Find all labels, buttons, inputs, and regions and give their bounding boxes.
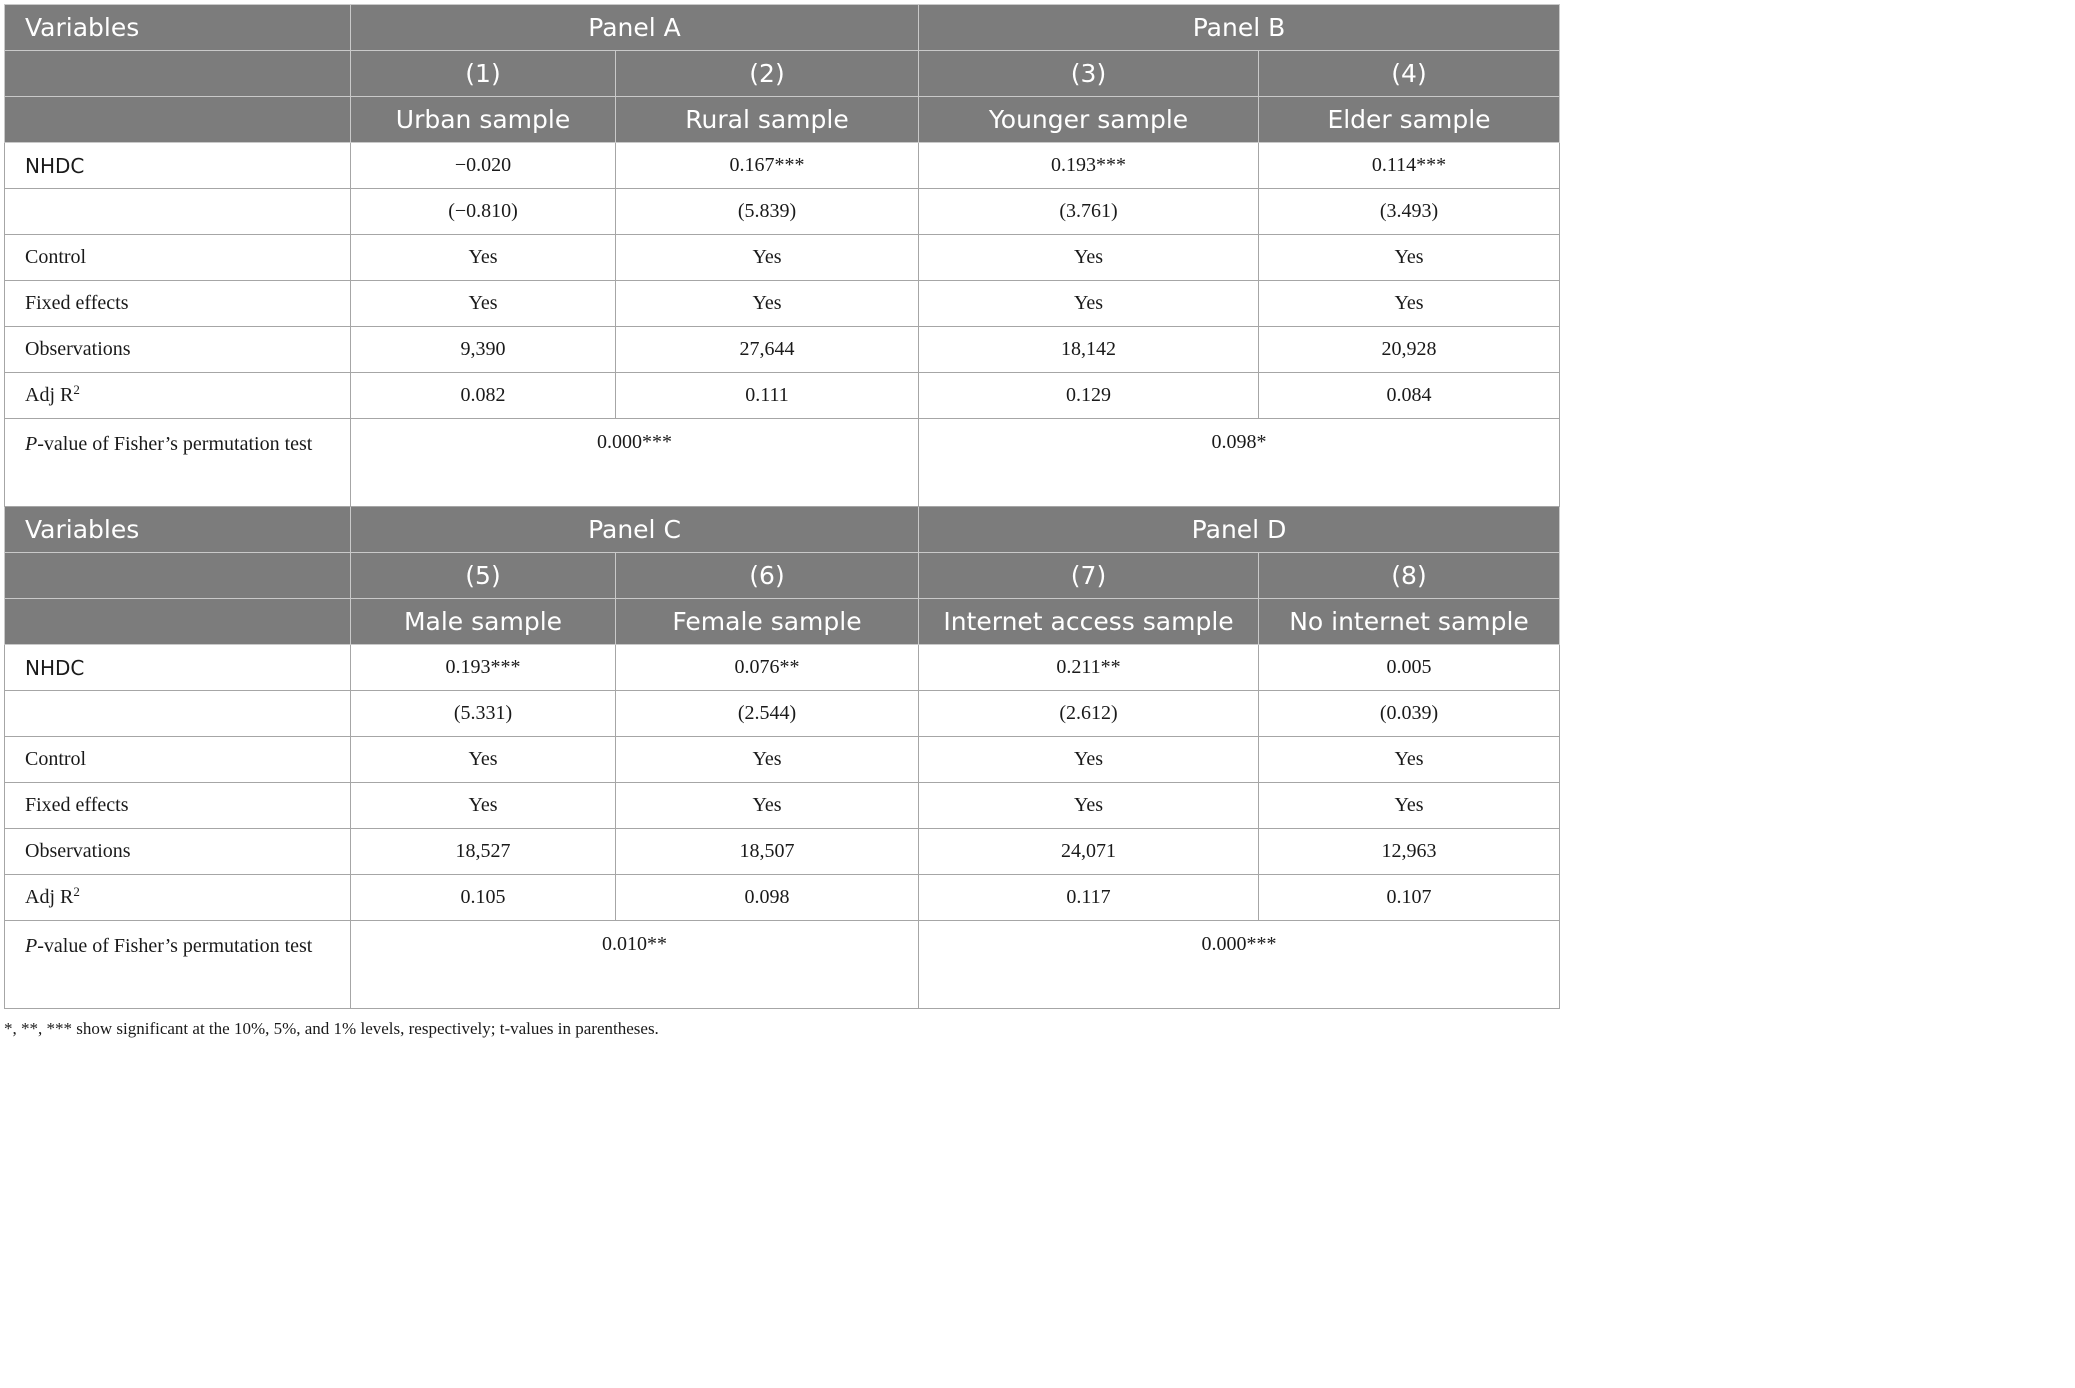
table-cell: (2.612) (919, 691, 1259, 737)
column-number: (3) (919, 51, 1259, 97)
column-name-row (5, 599, 1560, 645)
table-row (5, 189, 1560, 235)
table-cell: 0.193*** (919, 143, 1259, 189)
permutation-test-row (5, 921, 1560, 1009)
table-cell: Yes (919, 737, 1259, 783)
table-row (5, 645, 1560, 691)
italic-p: P (25, 935, 38, 957)
table-cell: (3.493) (1259, 189, 1560, 235)
column-name: Younger sample (919, 97, 1259, 143)
row-label (5, 189, 351, 235)
panel-c-header: Panel C (351, 507, 919, 553)
row-label-permutation (5, 419, 351, 507)
table-cell: 0.211** (919, 645, 1259, 691)
table-cell: (5.331) (351, 691, 616, 737)
variables-header: Variables (5, 5, 351, 51)
row-label: NHDC (5, 143, 351, 189)
column-number: (5) (351, 553, 616, 599)
row-label-text: -value of Fisher’s permutation test (37, 433, 313, 455)
table-cell: (2.544) (616, 691, 919, 737)
table-cell: Yes (1259, 235, 1560, 281)
panel-b-header: Panel B (919, 5, 1560, 51)
panel-a-header: Panel A (351, 5, 919, 51)
row-label: Fixed effects (5, 783, 351, 829)
table-cell: (−0.810) (351, 189, 616, 235)
table-cell: 0.000*** (351, 419, 919, 507)
row-label-text: Adj R (25, 384, 74, 406)
column-number: (6) (616, 553, 919, 599)
empty-header-cell (5, 599, 351, 645)
row-label (5, 691, 351, 737)
row-label: Control (5, 737, 351, 783)
table-cell: 0.114*** (1259, 143, 1560, 189)
table-row (5, 783, 1560, 829)
table-cell: Yes (351, 235, 616, 281)
row-label-adj-r2 (5, 373, 351, 419)
table-cell: 18,527 (351, 829, 616, 875)
column-name: Elder sample (1259, 97, 1560, 143)
table-cell: Yes (351, 737, 616, 783)
row-label: Observations (5, 829, 351, 875)
row-label: Fixed effects (5, 281, 351, 327)
superscript: 2 (73, 382, 80, 397)
table-cell: (0.039) (1259, 691, 1560, 737)
table-cell: 0.193*** (351, 645, 616, 691)
row-label: Observations (5, 327, 351, 373)
column-name-row (5, 97, 1560, 143)
empty-header-cell (5, 553, 351, 599)
table-row (5, 143, 1560, 189)
table-cell: Yes (616, 281, 919, 327)
italic-p: P (25, 433, 38, 455)
row-label: NHDC (5, 645, 351, 691)
table-cell: (5.839) (616, 189, 919, 235)
table-cell: Yes (616, 783, 919, 829)
table-cell: Yes (919, 235, 1259, 281)
column-name: Rural sample (616, 97, 919, 143)
row-label-text: -value of Fisher’s permutation test (37, 935, 313, 957)
permutation-test-row (5, 419, 1560, 507)
table-row (5, 281, 1560, 327)
table-cell: 0.105 (351, 875, 616, 921)
table-row (5, 875, 1560, 921)
row-label-adj-r2 (5, 875, 351, 921)
table-cell: 18,507 (616, 829, 919, 875)
column-number-row (5, 553, 1560, 599)
table-cell: 9,390 (351, 327, 616, 373)
row-label-permutation (5, 921, 351, 1009)
table-cell: 0.167*** (616, 143, 919, 189)
table-cell: 12,963 (1259, 829, 1560, 875)
table-cell: Yes (1259, 281, 1560, 327)
column-name: Urban sample (351, 97, 616, 143)
row-label: Control (5, 235, 351, 281)
column-number: (4) (1259, 51, 1560, 97)
table-row (5, 327, 1560, 373)
regression-table-container (4, 4, 1559, 1009)
table-cell: Yes (1259, 737, 1560, 783)
table-cell: 0.082 (351, 373, 616, 419)
table-cell: 0.098 (616, 875, 919, 921)
column-name: Internet access sample (919, 599, 1259, 645)
table-cell: 0.010** (351, 921, 919, 1009)
table-cell: 0.084 (1259, 373, 1560, 419)
table-cell: Yes (351, 783, 616, 829)
table-cell: Yes (919, 281, 1259, 327)
heterogeneity-regression-table (4, 4, 1560, 1009)
table-cell: Yes (616, 235, 919, 281)
panel-d-header: Panel D (919, 507, 1560, 553)
table-cell: 24,071 (919, 829, 1259, 875)
table-cell: 0.111 (616, 373, 919, 419)
row-label-text: Adj R (25, 886, 74, 908)
table-cell: 18,142 (919, 327, 1259, 373)
superscript: 2 (73, 884, 80, 899)
column-name: Male sample (351, 599, 616, 645)
column-number: (1) (351, 51, 616, 97)
table-cell: 20,928 (1259, 327, 1560, 373)
table-cell: 0.107 (1259, 875, 1560, 921)
table-row (5, 373, 1560, 419)
table-cell: 0.000*** (919, 921, 1560, 1009)
table-cell: 0.005 (1259, 645, 1560, 691)
column-number: (8) (1259, 553, 1560, 599)
table-footnote: *, **, *** show significant at the 10%, 5%, and 1% levels, respectively; t-values in parentheses. (4, 1019, 659, 1038)
table-row (5, 829, 1560, 875)
column-name: No internet sample (1259, 599, 1560, 645)
table-cell: 0.129 (919, 373, 1259, 419)
table-cell: −0.020 (351, 143, 616, 189)
table-cell: 27,644 (616, 327, 919, 373)
table-row (5, 691, 1560, 737)
column-number: (7) (919, 553, 1259, 599)
panel-header-row (5, 507, 1560, 553)
column-number-row (5, 51, 1560, 97)
table-row (5, 737, 1560, 783)
table-cell: Yes (919, 783, 1259, 829)
column-name: Female sample (616, 599, 919, 645)
variables-header: Variables (5, 507, 351, 553)
table-cell: 0.117 (919, 875, 1259, 921)
panel-header-row (5, 5, 1560, 51)
column-number: (2) (616, 51, 919, 97)
table-cell: 0.076** (616, 645, 919, 691)
table-cell: 0.098* (919, 419, 1560, 507)
table-cell: (3.761) (919, 189, 1259, 235)
table-row (5, 235, 1560, 281)
table-cell: Yes (616, 737, 919, 783)
empty-header-cell (5, 51, 351, 97)
table-cell: Yes (1259, 783, 1560, 829)
table-cell: Yes (351, 281, 616, 327)
empty-header-cell (5, 97, 351, 143)
